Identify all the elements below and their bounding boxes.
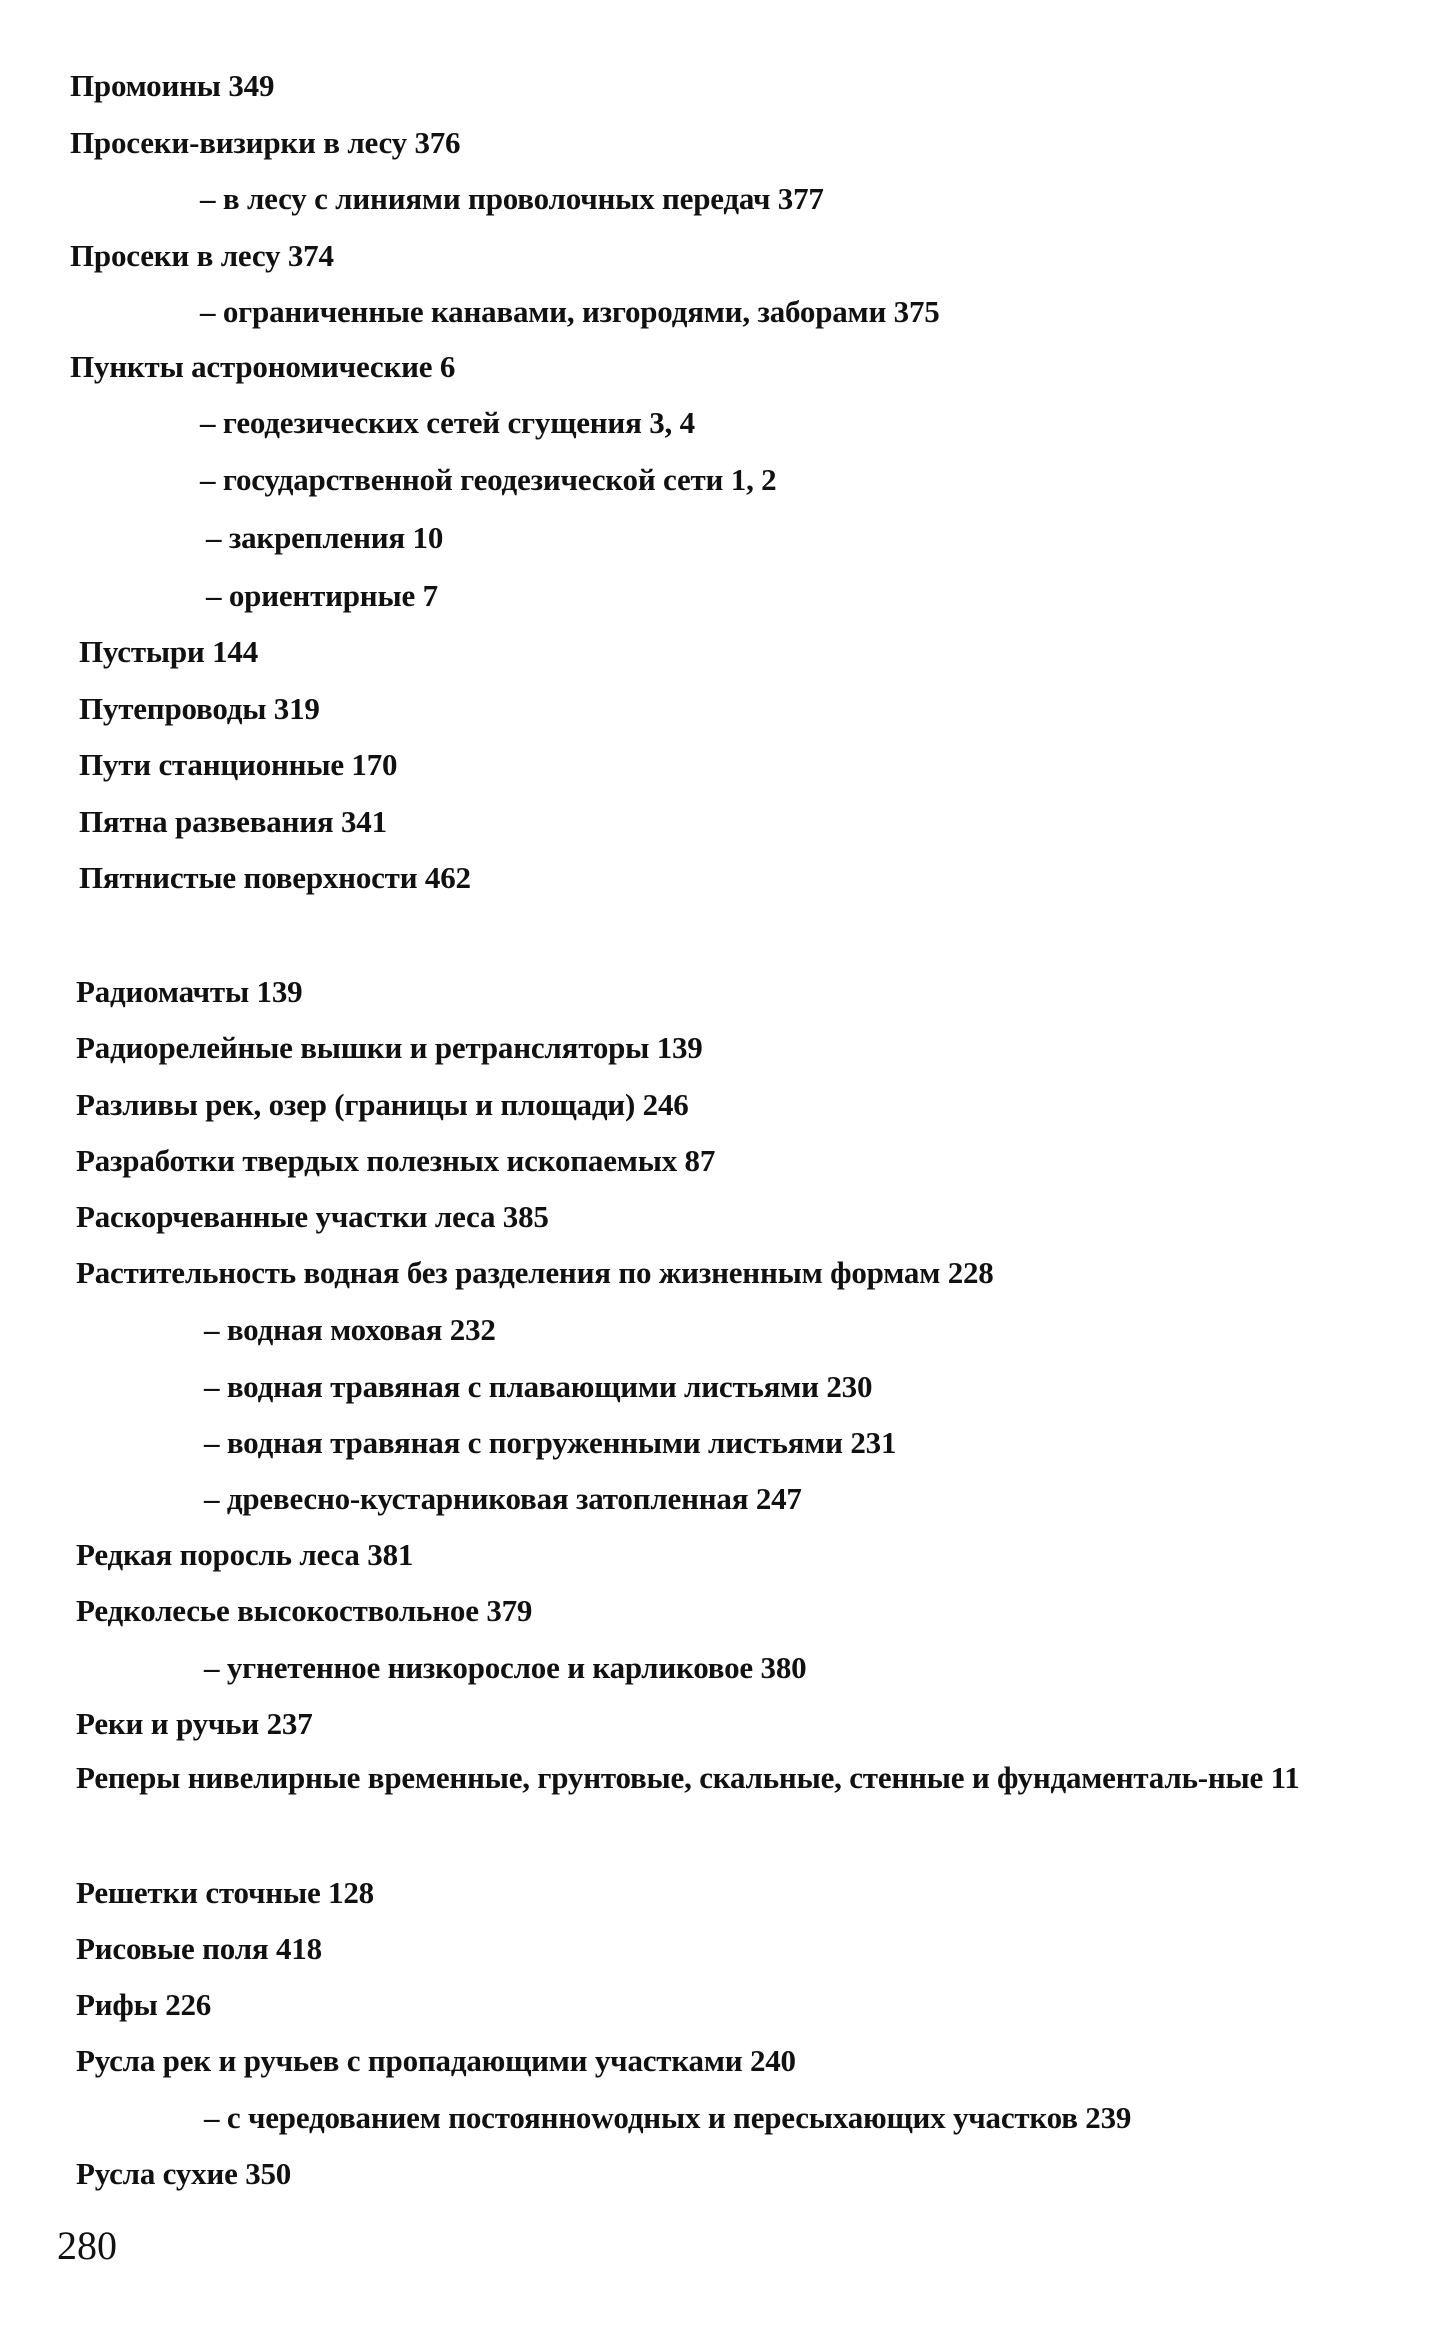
index-entry: Разработки твердых полезных ископаемых 87 — [76, 1143, 716, 1178]
index-entry: Разливы рек, озер (границы и площади) 246 — [76, 1087, 689, 1122]
index-entry: Пятнистые поверхности 462 — [79, 860, 471, 895]
index-subentry: – водная моховая 232 — [204, 1312, 496, 1347]
index-entry: Промоины 349 — [70, 68, 275, 103]
index-entry: Русла рек и ручьев с пропадающими участками 240 — [76, 2043, 796, 2078]
index-entry: Просеки в лесу 374 — [70, 238, 334, 273]
index-entry: Пятна развевания 341 — [79, 804, 387, 839]
index-subentry: – ограниченные канавами, изгородями, заборами 375 — [200, 294, 940, 329]
index-entry: Раскорчеванные участки леса 385 — [76, 1199, 549, 1234]
index-entry: Просеки-визирки в лесу 376 — [70, 125, 461, 160]
index-subentry: – водная травяная с плавающими листьями 230 — [204, 1369, 873, 1404]
index-entry: Радиорелейные вышки и ретрансляторы 139 — [76, 1030, 703, 1065]
index-entry: Русла сухие 350 — [76, 2156, 292, 2191]
index-subentry: – государственной геодезической сети 1, 2 — [200, 462, 777, 497]
index-entry: Пункты астрономические 6 — [70, 349, 456, 384]
index-subentry: – геодезических сетей сгущения 3, 4 — [200, 405, 695, 440]
index-entry: Реки и ручьи 237 — [76, 1706, 313, 1741]
index-entry: Рифы 226 — [76, 1987, 212, 2022]
index-subentry: – в лесу с линиями проволочных передач 377 — [200, 181, 824, 216]
index-entry: Пути станционные 170 — [79, 747, 398, 782]
index-entry: Растительность водная без разделения по жизненным формам 228 — [76, 1255, 994, 1290]
index-entry-multiline: Реперы нивелирные временные, грунтовые, скальные, стенные и фундаменталь-ные 11 — [76, 1760, 1300, 1795]
index-entry: Решетки сточные 128 — [76, 1875, 374, 1910]
index-subentry: – закрепления 10 — [206, 520, 444, 555]
index-entry: Рисовые поля 418 — [76, 1931, 322, 1966]
index-entry: Редкая поросль леса 381 — [76, 1537, 414, 1572]
index-entry: Редколесье высокоствольное 379 — [76, 1593, 533, 1628]
index-subentry: – с чередованием постояннowодных и пересыхающих участков 239 — [204, 2100, 1132, 2135]
index-subentry: – угнетенное низкорослое и карликовое 380 — [204, 1650, 807, 1685]
index-entry: Путепроводы 319 — [79, 691, 320, 726]
page-number: 280 — [57, 2223, 117, 2268]
index-subentry: – древесно-кустарниковая затопленная 247 — [204, 1481, 802, 1516]
index-subentry: – ориентирные 7 — [206, 578, 438, 613]
index-entry: Пустыри 144 — [79, 634, 259, 669]
index-subentry: – водная травяная с погруженными листьями 231 — [204, 1425, 897, 1460]
index-entry: Радиомачты 139 — [76, 974, 303, 1009]
